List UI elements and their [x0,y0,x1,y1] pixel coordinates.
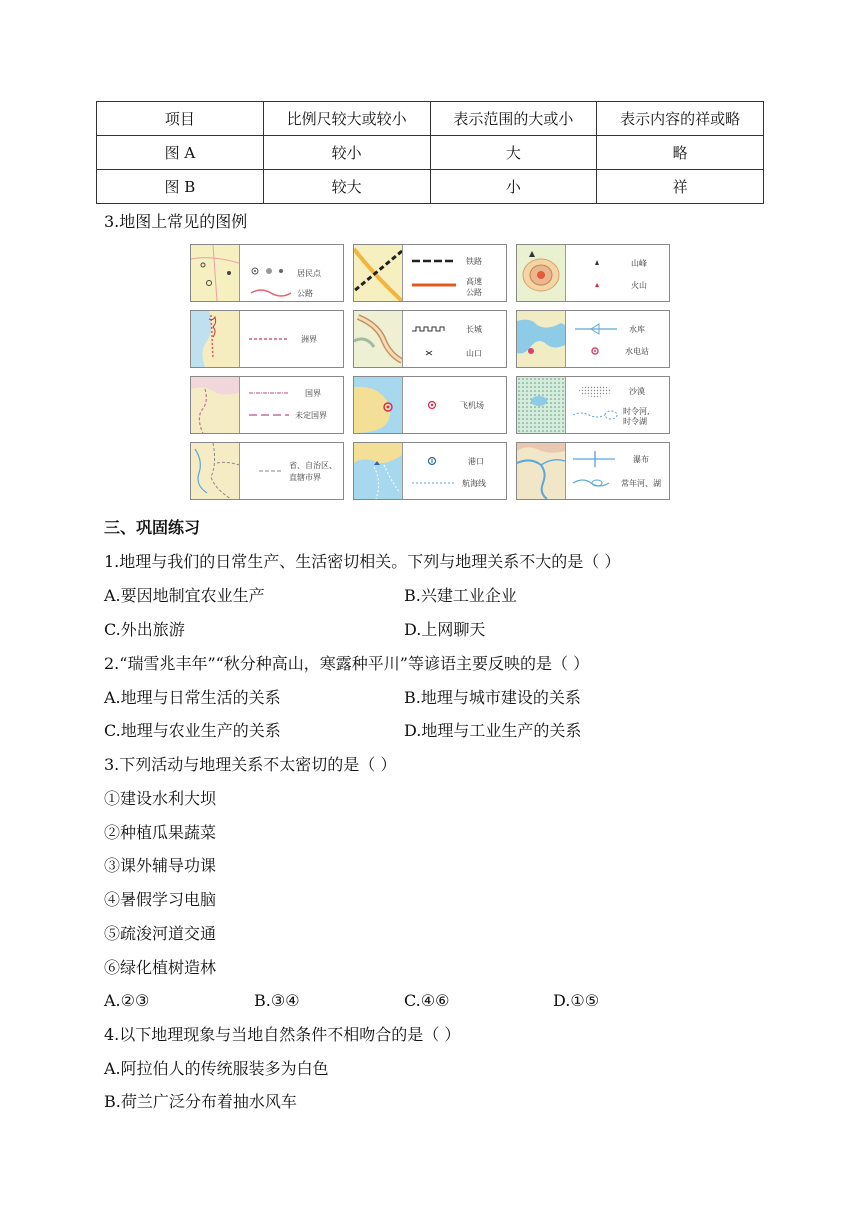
legend-label: 公路 [297,289,313,298]
section-title: 三、巩固练习 [104,518,201,537]
map-legend-figure [190,244,670,502]
legend-cell-waterfall [516,442,670,500]
legend-label: 山峰 [631,259,647,268]
legend-label: 国界 [305,389,321,398]
legend-cell-national-border [190,376,344,434]
legend-label: 山口 [466,349,482,358]
legend-label: 沙漠 [629,387,645,396]
list-item: ④暑假学习电脑 [104,890,217,909]
list-item: ②种植瓜果蔬菜 [104,823,217,842]
legend-label: 时令湖 [623,417,647,426]
table-header-row [97,102,764,136]
table-cell: 祥 [597,170,764,204]
legend-label: 省、自治区、 [289,461,337,470]
legend-cell-peak [516,244,670,302]
legend-label: 瀑布 [633,455,649,464]
legend-cell-railway [353,244,507,302]
legend-label: 港口 [468,457,484,466]
legend-cell-reservoir [516,310,670,368]
legend-label: 常年河、湖 [621,479,661,488]
list-item: ①建设水利大坝 [104,789,217,808]
map-thumbnail [354,311,403,367]
legend-label: 未定国界 [295,411,327,420]
option-a: A.阿拉伯人的传统服装多为白色 [104,1059,329,1078]
table-cell: 较小 [263,136,430,170]
option-c: C.④⑥ [404,991,450,1010]
legend-label: 公路 [466,288,482,297]
question-stem: 1.地理与我们的日常生产、生活密切相关。下列与地理关系不大的是（ ） [104,552,621,571]
table-cell: 较大 [263,170,430,204]
legend-heading: 3.地图上常见的图例 [104,212,248,231]
table-cell: 图 B [97,170,264,204]
option-d: D.①⑤ [553,991,600,1010]
legend-cell-port [353,442,507,500]
question-stem: 3.下列活动与地理关系不太密切的是（ ） [104,755,397,774]
map-thumbnail [191,311,240,367]
legend-label: 居民点 [297,269,321,278]
legend-cell-continent-border [190,310,344,368]
map-thumbnail [191,377,240,433]
option-a: A.②③ [104,991,150,1010]
legend-label: 水电站 [625,347,649,356]
map-thumbnail [354,245,403,301]
legend-label: 高速 [466,277,482,286]
table-header-cell: 表示范围的大或小 [430,102,597,136]
legend-cell-province-border [190,442,344,500]
map-thumbnail [191,245,240,301]
option-c: C.外出旅游 [104,620,185,639]
table-cell: 大 [430,136,597,170]
map-thumbnail [517,377,566,433]
legend-label: 水库 [629,325,645,334]
legend-label: 铁路 [466,257,482,266]
list-item: ⑥绿化植树造林 [104,958,217,977]
legend-label: 直辖市界 [289,473,321,482]
option-a: A.要因地制宜农业生产 [104,586,265,605]
option-b: B.地理与城市建设的关系 [404,688,581,707]
option-d: D.上网聊天 [404,620,486,639]
map-thumbnail [517,245,566,301]
option-b: B.荷兰广泛分布着抽水风车 [104,1092,297,1111]
option-d: D.地理与工业生产的关系 [404,721,582,740]
question-stem: 4.以下地理现象与当地自然条件不相吻合的是（ ） [104,1025,461,1044]
legend-label: 时令河, [623,407,650,416]
table-row [97,136,764,170]
map-thumbnail [354,377,403,433]
list-item: ③课外辅导功课 [104,856,217,875]
table-cell: 略 [597,136,764,170]
table-header-cell: 表示内容的祥或略 [597,102,764,136]
option-a: A.地理与日常生活的关系 [104,688,281,707]
option-c: C.地理与农业生产的关系 [104,721,281,740]
legend-cell-airport [353,376,507,434]
legend-cell-desert [516,376,670,434]
list-item: ⑤疏浚河道交通 [104,924,217,943]
map-thumbnail [354,443,403,499]
legend-label: 飞机场 [460,401,484,410]
question-stem: 2.“瑞雪兆丰年”“秋分种高山，寒露种平川”等谚语主要反映的是（ ） [104,654,590,673]
table-cell: 小 [430,170,597,204]
option-b: B.③④ [254,991,300,1010]
map-thumbnail [517,311,566,367]
map-thumbnail [191,443,240,499]
legend-label: 火山 [631,281,647,290]
table-header-cell: 比例尺较大或较小 [263,102,430,136]
table-row [97,170,764,204]
legend-cell-great-wall [353,310,507,368]
table-header-cell: 项目 [97,102,264,136]
legend-label: 洲界 [301,335,317,344]
map-thumbnail [517,443,566,499]
comparison-table [96,101,764,204]
legend-label: 航海线 [462,479,486,488]
option-b: B.兴建工业企业 [404,586,517,605]
legend-label: 长城 [466,325,482,334]
legend-cell-residential [190,244,344,302]
table-cell: 图 A [97,136,264,170]
